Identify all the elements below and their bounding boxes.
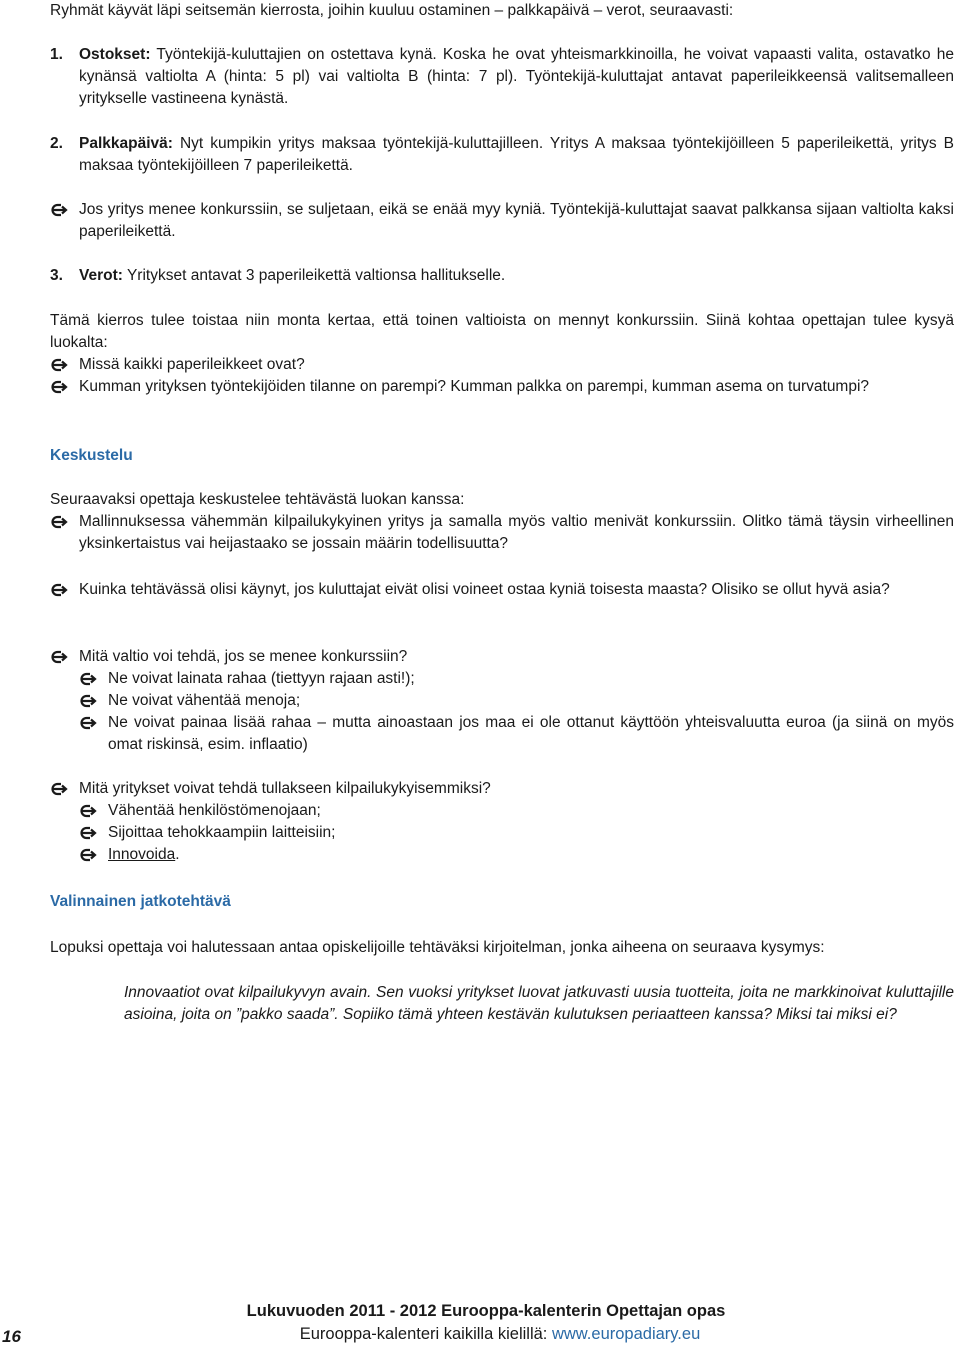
bullet-text: Kumman yrityksen työntekijöiden tilanne on parempi? Kumman palkka on parempi, kumman asema on turvatumpi? [79, 378, 870, 395]
bullet-text: Sijoittaa tehokkaampiin laitteisiin; [108, 824, 336, 841]
list-item [50, 354, 954, 376]
discussion-q2 [50, 579, 954, 601]
step-2-bullet [50, 199, 954, 243]
step-2 [50, 133, 954, 177]
arrow-bullet-icon [79, 845, 99, 865]
discussion-heading: Keskustelu [50, 447, 133, 464]
list-item [50, 668, 954, 690]
bullet-text-underlined: Innovoida [108, 846, 176, 863]
list-item [50, 712, 954, 756]
step-1 [50, 44, 954, 110]
bullet-text: Mitä valtio voi tehdä, jos se menee konkurssiin? [79, 648, 408, 665]
optional-lead: Lopuksi opettaja voi halutessaan antaa opiskelijoille tehtäväksi kirjoitelman, jonka aiheena on seuraava kysymys: [50, 939, 825, 956]
discussion-q1 [50, 511, 954, 555]
step-text: Nyt kumpikin yritys maksaa työntekijä-kuluttajilleen. Yritys A maksaa työntekijöilleen 5 paperileikettä, yritys B maksaa työntekijöilleen 7 paperileikettä. [79, 135, 954, 174]
footer-subtitle [0, 1323, 960, 1345]
discussion-q3 [50, 646, 954, 756]
step-label: Palkkapäivä: [79, 135, 173, 152]
bullet-text: Jos yritys menee konkurssiin, se suljetaan, eikä se enää myy kyniä. Työntekijä-kuluttajat saavat palkkansa sijaan valtiolta kaksi paperileikettä. [79, 201, 954, 240]
list-item [50, 376, 954, 398]
bullet-text: Ne voivat vähentää menoja; [108, 692, 301, 709]
essay-question: Innovaatiot ovat kilpailukyvyn avain. Sen vuoksi yritykset luovat jatkuvasti uusia tuotteita, joita ne markkinoivat kuluttajille asioina, joita on ”pakko saada”. Sopiiko tämä yhteen kestävän kulutuksen periaatteen kanssa? Miksi tai miksi ei? [124, 984, 954, 1023]
step-3 [50, 265, 954, 287]
step-text: Yritykset antavat 3 paperileikettä valtionsa hallitukselle. [122, 267, 506, 284]
step-label: Verot: [79, 267, 123, 284]
bullet-text: Missä kaikki paperileikkeet ovat? [79, 356, 305, 373]
page-number: 16 [2, 1327, 21, 1346]
bullet-text: Mallinnuksessa vähemmän kilpailukykyinen yritys ja samalla myös valtio menivät konkurssiin. Olitko tämä täysin virheellinen yksinkertaistus vai heijastaako se jossain määrin todellisuutta? [79, 513, 954, 552]
discussion-lead: Seuraavaksi opettaja keskustelee tehtävästä luokan kanssa: [50, 491, 465, 508]
bullet-text: Ne voivat painaa lisää rahaa – mutta ainoastaan jos maa ei ole ottanut käyttöön yhteisvaluutta euroa (ja siinä on myös omat riskinsä, esim. inflaatio) [108, 714, 954, 753]
arrow-bullet-icon [50, 580, 70, 600]
arrow-bullet-icon [79, 713, 99, 733]
footer-link[interactable]: www.europadiary.eu [551, 1325, 701, 1343]
footer-title: Lukuvuoden 2011 - 2012 Eurooppa-kalenterin Opettajan opas [246, 1302, 726, 1320]
arrow-bullet-icon [50, 377, 70, 397]
arrow-bullet-icon [79, 823, 99, 843]
step-text: Työntekijä-kuluttajien on ostettava kynä. Koska he ovat yhteismarkkinoilla, he voivat vapaasti valita, ostavatko he kynänsä valtiolta A (hinta: 5 pl) vai valtiolta B (hinta: 7 pl). Työntekijä-kuluttajat antavat paperileikkeensä valitsemalleen yritykselle vastineena kynästä. [79, 46, 954, 107]
arrow-bullet-icon [50, 355, 70, 375]
footer-sub-text: Eurooppa-kalenteri kaikilla kielillä: [299, 1325, 552, 1343]
step-number: 1. [50, 46, 63, 63]
bullet-text: Ne voivat lainata rahaa (tiettyyn rajaan asti!); [108, 670, 415, 687]
rounds-questions [50, 354, 954, 398]
arrow-bullet-icon [50, 647, 70, 667]
list-item [50, 822, 954, 844]
bullet-text-tail: . [175, 846, 180, 863]
list-item [50, 800, 954, 822]
bullet-text: Kuinka tehtävässä olisi käynyt, jos kuluttajat eivät olisi voineet ostaa kyniä toisesta maasta? Olisiko se ollut hyvä asia? [79, 581, 890, 598]
list-item [50, 690, 954, 712]
step-number: 3. [50, 267, 63, 284]
step-number: 2. [50, 135, 63, 152]
discussion-q4 [50, 778, 954, 866]
arrow-bullet-icon [50, 512, 70, 532]
rounds-paragraph: Tämä kierros tulee toistaa niin monta kertaa, että toinen valtioista on mennyt konkurssiin. Siinä kohtaa opettajan tulee kysyä luokalta: [50, 312, 954, 351]
bullet-text: Mitä yritykset voivat tehdä tullakseen kilpailukykyisemmiksi? [79, 780, 491, 797]
arrow-bullet-icon [50, 779, 70, 799]
intro-paragraph: Ryhmät käyvät läpi seitsemän kierrosta, joihin kuuluu ostaminen – palkkapäivä – verot, seuraavasti: [50, 2, 734, 19]
arrow-bullet-icon [50, 200, 70, 220]
arrow-bullet-icon [79, 691, 99, 711]
arrow-bullet-icon [79, 669, 99, 689]
optional-heading: Valinnainen jatkotehtävä [50, 893, 231, 910]
list-item [50, 844, 954, 866]
arrow-bullet-icon [79, 801, 99, 821]
bullet-text: Vähentää henkilöstömenojaan; [108, 802, 321, 819]
step-label: Ostokset: [79, 46, 151, 63]
